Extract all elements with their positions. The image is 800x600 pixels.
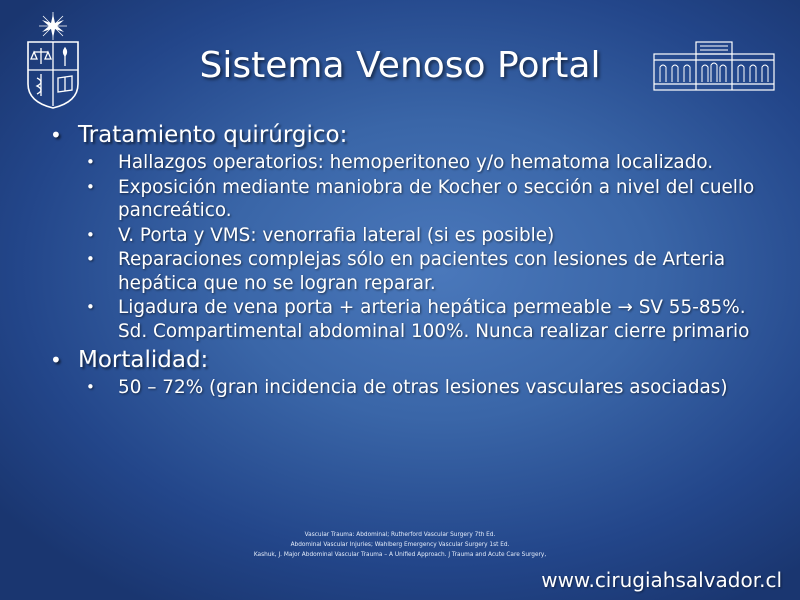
bullet-icon: • <box>86 298 95 316</box>
list-item-text: Hallazgos operatorios: hemoperitoneo y/o hematoma localizado. <box>118 152 714 173</box>
bullet-icon: • <box>86 153 95 171</box>
list-item <box>44 176 766 223</box>
list-item-text: Reparaciones complejas sólo en pacientes con lesiones de Arteria hepática que no se logran reparar. <box>118 249 726 294</box>
slide-content <box>44 122 766 404</box>
section-heading-text: Tratamiento quirúrgico: <box>78 122 348 148</box>
bullet-icon: • <box>86 225 95 244</box>
slide-title: Sistema Venoso Portal <box>199 45 601 86</box>
website-url: www.cirugiahsalvador.cl <box>541 568 782 592</box>
list-item <box>44 224 766 248</box>
sublist-mortalidad <box>44 376 766 400</box>
list-item-text: V. Porta y VMS: venorrafia lateral (si es posible) <box>118 224 555 246</box>
reference-line: Vascular Trauma: Abdominal; Rutherford Vascular Surgery 7th Ed. <box>304 532 496 538</box>
sublist-tratamiento <box>44 151 766 343</box>
list-item-text: Ligadura de vena porta + arteria hepática permeable → SV 55-85%. Sd. Compartimental abdominal 100%. Nunca realizar cierre primario <box>118 297 750 342</box>
references <box>0 530 800 560</box>
list-item-text: 50 – 72% (gran incidencia de otras lesiones vasculares asociadas) <box>118 377 728 398</box>
bullet-icon: • <box>50 123 62 147</box>
bullet-icon: • <box>50 348 62 372</box>
bullet-icon: • <box>86 378 95 396</box>
list-item <box>44 248 766 295</box>
reference-line: Kashuk, J. Major Abdominal Vascular Trauma – A Unified Approach. J Trauma and Acute Care Surgery, <box>253 552 547 558</box>
list-item <box>44 376 766 400</box>
bullet-icon: • <box>86 250 95 268</box>
list-item-text: Exposición mediante maniobra de Kocher o sección a nivel del cuello pancreático. <box>118 176 755 221</box>
section-heading-tratamiento <box>44 122 766 148</box>
reference-line: Abdominal Vascular Injuries; Wahlberg Emergency Vascular Surgery 1st Ed. <box>290 542 510 548</box>
list-item <box>44 151 766 175</box>
bullet-icon: • <box>86 177 95 196</box>
list-item <box>44 296 766 343</box>
section-heading-text: Mortalidad: <box>78 347 209 373</box>
section-heading-mortalidad <box>44 347 766 373</box>
